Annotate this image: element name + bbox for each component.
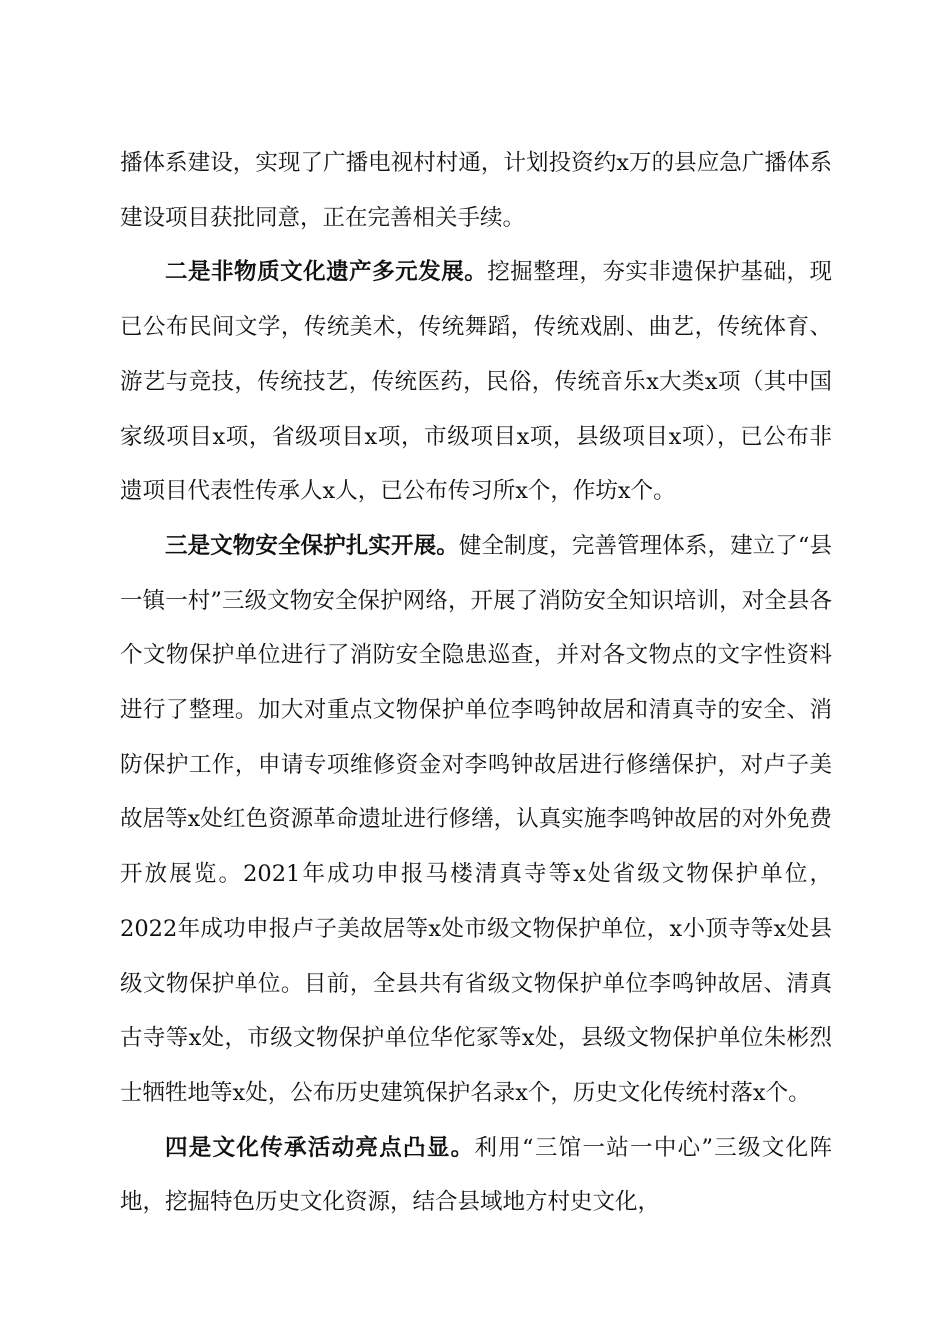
paragraph-3 — [120, 519, 832, 1121]
paragraph-2-lead: 二是非物质文化遗产多元发展。 — [165, 259, 488, 286]
paragraph-1-text: 播体系建设，实现了广播电视村村通，计划投资约x万的县应急广播体系建设项目获批同意，正在完善相关手续。 — [120, 150, 832, 231]
paragraph-4-text: 利用“三馆一站一中心”三级文化阵地，挖掘特色历史文化资源，结合县域地方村史文化， — [120, 1134, 832, 1216]
paragraph-4-lead: 四是文化传承活动亮点凸显。 — [165, 1134, 475, 1161]
paragraph-1 — [120, 136, 832, 245]
paragraph-3-lead: 三是文物安全保护扎实开展。 — [165, 532, 459, 559]
paragraph-4 — [120, 1121, 832, 1230]
paragraph-3-text: 健全制度，完善管理体系，建立了“县一镇一村”三级文物安全保护网络，开展了消防安全知识培训，对全县各个文物保护单位进行了消防安全隐患巡查，并对各文物点的文字性资料进行了整理。加大对重点文物保护单位李鸣钟故居和清真寺的安全、消防保护工作，申请专项维修资金对李鸣钟故居进行修缮保护，对卢子美故居等x处红色资源革命遗址进行修缮，认真实施李鸣钟故居的对外免费开放展览。2021年成功申报马楼清真寺等x处省级文物保护单位，2022年成功申报卢子美故居等x处市级文物保护单位，x小顶寺等x处县级文物保护单位。目前，全县共有省级文物保护单位李鸣钟故居、清真古寺等x处，市级文物保护单位华佗冢等x处，县级文物保护单位朱彬烈士牺牲地等x处，公布历史建筑保护名录x个，历史文化传统村落x个。 — [120, 532, 832, 1106]
paragraph-2-text: 挖掘整理，夯实非遗保护基础，现已公布民间文学，传统美术，传统舞蹈，传统戏剧、曲艺，传统体育、游艺与竞技，传统技艺，传统医药，民俗，传统音乐x大类x项（其中国家级项目x项，省级项目x项，市级项目x项，县级项目x项），已公布非遗项目代表性传承人x人，已公布传习所x个，作坊x个。 — [120, 259, 832, 505]
paragraph-2 — [120, 245, 832, 519]
document-body — [120, 136, 832, 1230]
